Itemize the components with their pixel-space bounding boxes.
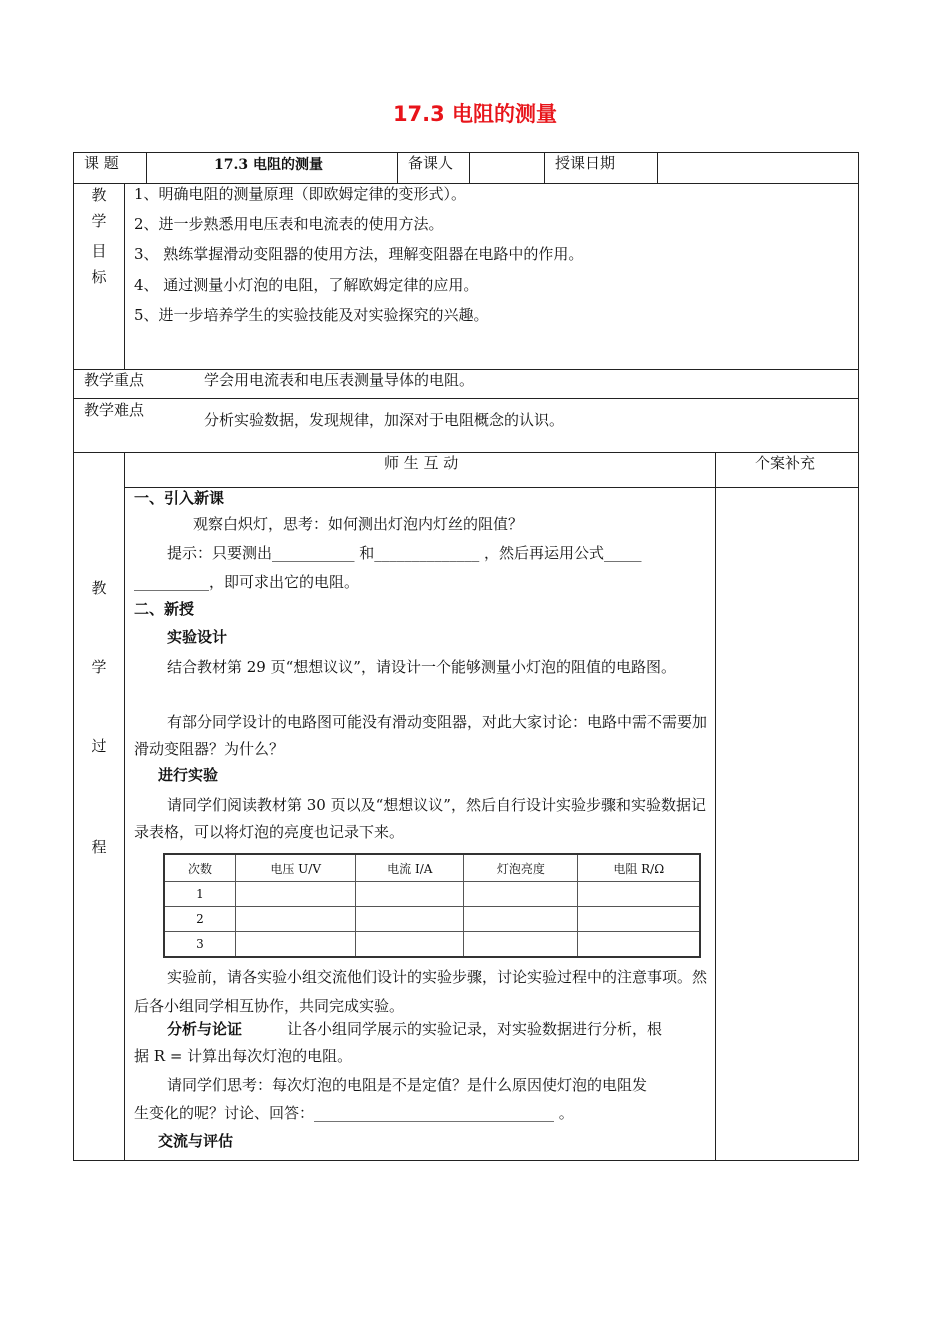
supplement-header: 个案补充 [755,454,816,472]
before-text: 实验前，请各实验小组交流他们设计的实验步骤，讨论实验过程中的注意事项。然后各小组同学相互协作，共同完成实验。 [134,968,708,1015]
experiment-heading: 进行实验 [158,766,219,784]
section2-heading: 二、新授 [134,600,195,618]
design-heading: 实验设计 [167,628,228,646]
table-cell[interactable] [578,882,700,907]
section1-heading: 一、引入新课 [134,489,225,507]
col-divider [657,152,658,183]
table-header-cell: 灯泡亮度 [464,854,578,882]
table-cell: 1 [164,882,236,907]
table-header-cell: 电流 I/A [356,854,464,882]
table-cell[interactable] [578,932,700,958]
process-label-char: 过 [91,737,107,755]
table-cell[interactable] [236,882,356,907]
table-cell[interactable] [578,907,700,932]
hint-line: 提示：只要测出___________ 和______________ ，然后再运用公式_____ [167,544,642,562]
table-cell[interactable] [356,932,464,958]
objective-item: 2、进一步熟悉用电压表和电流表的使用方法。 [134,215,444,233]
observe-text: 观察白炽灯，思考：如何测出灯泡内灯丝的阻值？ [193,515,524,533]
table-cell[interactable] [236,907,356,932]
think-text: 请同学们思考：每次灯泡的电阻是不是定值？是什么原因使灯泡的电阻发 [167,1076,648,1094]
key-point-label: 教学重点 [84,371,145,389]
row-divider [73,452,859,453]
data-record-table [163,853,701,958]
table-cell: 3 [164,932,236,958]
process-label-char: 程 [91,838,107,856]
col-divider [544,152,545,183]
exchange-heading: 交流与评估 [158,1132,234,1150]
col-divider [469,152,470,183]
table-header-cell: 电阻 R/Ω [578,854,700,882]
table-row [164,907,700,932]
table-cell[interactable] [356,882,464,907]
difficulty-label: 教学难点 [84,401,145,419]
objective-item: 3、 熟练掌握滑动变阻器的使用方法，理解变阻器在电路中的作用。 [134,245,584,263]
interaction-header: 师 生 互 动 [384,454,459,472]
objective-item: 5、进一步培养学生的实验技能及对实验探究的兴趣。 [134,306,489,324]
col-divider [124,452,125,1161]
analysis-heading: 分析与论证 [167,1020,243,1038]
analysis-text: 让各小组同学展示的实验记录，对实验数据进行分析，根 [287,1020,663,1038]
objective-item: 1、明确电阻的测量原理（即欧姆定律的变形式）。 [134,185,467,203]
objectives-label-char: 标 [91,268,107,286]
preparer-label: 备课人 [408,154,454,172]
row-divider [124,487,859,488]
table-cell[interactable] [464,907,578,932]
page-title: 17.3 电阻的测量 [392,102,558,126]
row-divider [73,398,859,399]
objectives-label-char: 教 [91,186,107,204]
objective-item: 4、 通过测量小灯泡的电阻，了解欧姆定律的应用。 [134,276,479,294]
think-text: 生变化的呢？讨论、回答：________________________________ 。 [134,1104,574,1122]
process-label-char: 学 [91,658,107,676]
date-label: 授课日期 [555,154,616,172]
table-cell[interactable] [356,907,464,932]
topic-label: 课 题 [84,154,119,172]
table-cell[interactable] [464,932,578,958]
discussion-text: 有部分同学设计的电路图可能没有滑动变阻器，对此大家讨论：电路中需不需要加滑动变阻器？为什么？ [134,713,708,758]
table-cell[interactable] [236,932,356,958]
experiment-text: 请同学们阅读教材第 30 页以及“想想议议”，然后自行设计实验步骤和实验数据记录表格，可以将灯泡的亮度也记录下来。 [134,796,706,841]
key-point-text: 学会用电流表和电压表测量导体的电阻。 [204,371,475,389]
objectives-label-char: 目 [91,242,107,260]
table-header-row [164,854,700,882]
design-text: 结合教材第 29 页“想想议议”，请设计一个能够测量小灯泡的阻值的电路图。 [167,658,676,676]
process-label-char: 教 [91,579,107,597]
topic-value: 17.3 电阻的测量 [214,157,323,173]
table-row [164,932,700,958]
table-header-cell: 电压 U/V [236,854,356,882]
table-row [164,882,700,907]
objectives-label-char: 学 [91,212,107,230]
col-divider [124,183,125,369]
table-cell: 2 [164,907,236,932]
table-cell[interactable] [464,882,578,907]
col-divider [146,152,147,183]
analysis-text: 据 R = 计算出每次灯泡的电阻。 [134,1047,353,1065]
table-header-cell: 次数 [164,854,236,882]
hint-line: __________，即可求出它的电阻。 [134,573,360,591]
difficulty-text: 分析实验数据，发现规律，加深对于电阻概念的认识。 [204,411,565,429]
col-divider [397,152,398,183]
col-divider [715,452,716,1161]
